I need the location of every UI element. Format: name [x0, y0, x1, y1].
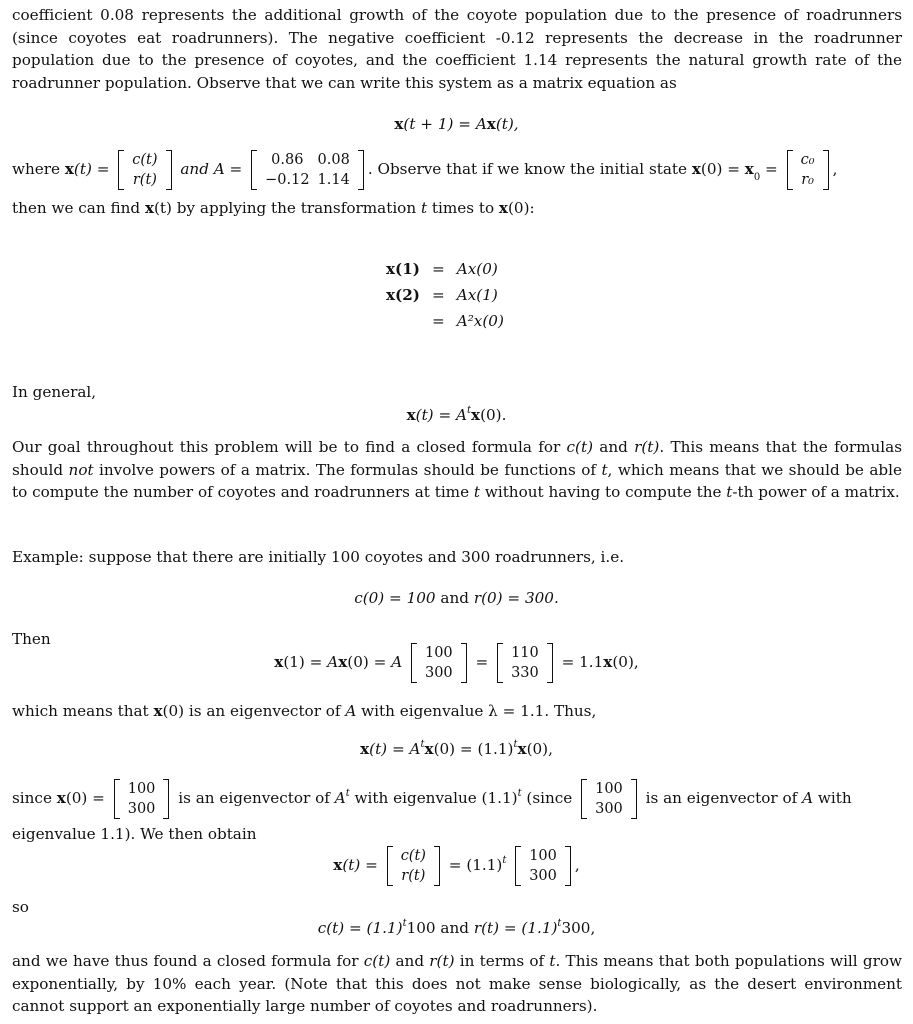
so-word: so [12, 898, 29, 916]
vector-ct-rt: c(t) r(t) [387, 846, 440, 886]
vector-100-300-d: 100 300 [515, 846, 571, 886]
then-line: then we can find x(t) by applying the transformation t times to x(0): [12, 199, 535, 217]
aligned-equations: x(1) = Ax(0) x(2) = Ax(1) = A²x(0) [386, 260, 504, 330]
state-vector: c(t) r(t) [118, 150, 171, 190]
since-line-2: eigenvalue 1.1). We then obtain [12, 825, 257, 843]
x1-equation: x(1) = Ax(0) = A 100 300 = 110 330 = 1.1x(0), [274, 645, 639, 681]
initial-vector: c₀ r₀ [787, 150, 829, 190]
matrix-A: 0.86 0.08 −0.12 1.14 [251, 150, 364, 190]
eigenvector-text: which means that x(0) is an eigenvector of A with eigenvalue λ = 1.1. Thus, [12, 702, 597, 720]
conclusion-paragraph: and we have thus found a closed formula for c(t) and r(t) in terms of t. This means that both populations will grow exponentially, by 10% each year. (Note that this does not make sense biologically, as the desert environment cannot support an exponentially large number of coyotes and roadrunners). [12, 952, 902, 1015]
since-line: since x(0) = 100 300 is an eigenvector of $A^t$ with eigenvalue $(1.1)^t$ (since 100 300 is an eigenvector of A with [12, 781, 852, 817]
power-equation: $x(t) = A^tx(0)$. [406, 404, 507, 424]
closed-vector-equation: x(t) = c(t) r(t) = $(1.1)^t$ 100 300 , [333, 848, 580, 884]
matrix-equation: x(t + 1) = Ax(t), [394, 115, 519, 133]
goal-paragraph: Our goal throughout this problem will be to find a closed formula for c(t) and r(t). This means that the formulas should not involve powers of a matrix. The formulas should be functions of t, which means that we should be able to compute the number of coyotes and roadrunners at time t without having to compute the t-th power of a matrix. [12, 438, 902, 501]
xt-equation: $x(t) = A^tx(0) = (1.1)^tx(0)$, [360, 738, 553, 758]
vector-100-300: 100 300 [411, 643, 467, 683]
closed-formula: $c(t) = (1.1)^t100$ and $r(t) = (1.1)^t300$, [317, 917, 596, 937]
initial-condition-equation: c(0) = 100 and r(0) = 300. [354, 589, 559, 607]
vector-100-300-c: 100 300 [581, 779, 637, 819]
in-general-text: In general, [12, 383, 97, 401]
intro-paragraph: coefficient 0.08 represents the additional growth of the coyote population due to the presence of roadrunners (since coyotes eat roadrunners). The negative coefficient -0.12 represents the decrease in the roadrunner population due to the presence of coyotes, and the coefficient 1.14 represents the natural growth rate of the roadrunner population. Observe that we can write this system as a matrix equation as [12, 6, 902, 92]
vector-110-330: 110 330 [497, 643, 553, 683]
example-text: Example: suppose that there are initially 100 coyotes and 300 roadrunners, i.e. [12, 548, 625, 566]
then-word: Then [12, 630, 51, 648]
vector-100-300-b: 100 300 [114, 779, 170, 819]
definition-line: where x(t) = c(t) r(t) and A = 0.86 0.08 −0.12 1.14 . Observe that if we know the initial state $x(0) = x_0$ = c₀ r₀ , [12, 152, 838, 188]
